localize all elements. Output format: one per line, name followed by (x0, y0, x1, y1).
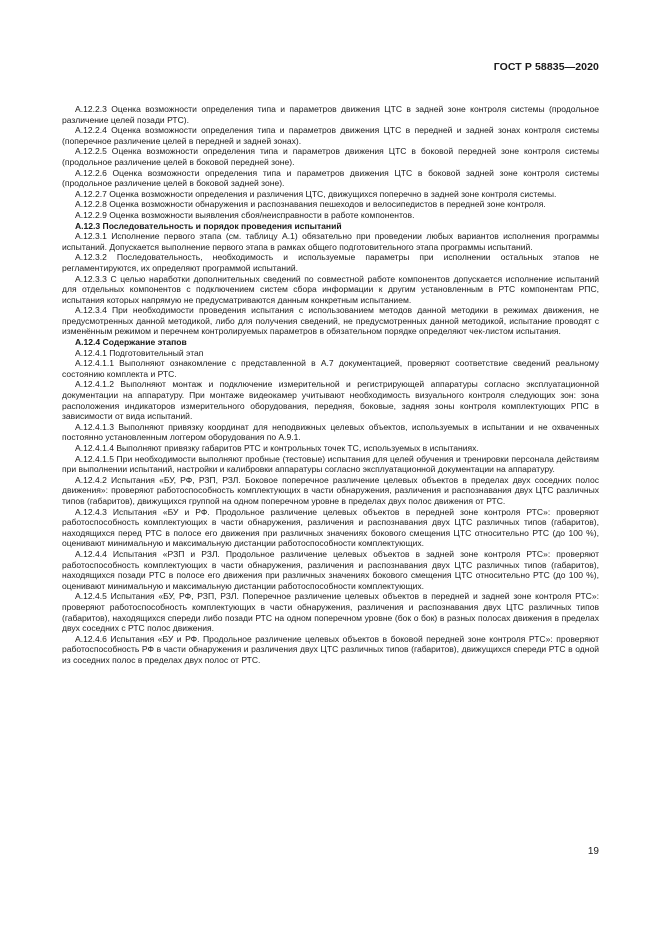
paragraph: А.12.4.1.5 При необходимости выполняют пробные (тестовые) испытания для целей обучения и тренировки персонала действиям при выполнении испытаний, настройки и калибровки аппаратуры согласно эксплуатационной документации на аппаратуру. (62, 453, 599, 475)
document-code: ГОСТ Р 58835—2020 (493, 61, 599, 73)
paragraph: А.12.4.4 Испытания «РЗП и РЗЛ. Продольное различение целевых объектов в задней зоне контроля РТС»: проверяют работоспособность комплектующих в части обнаружения, различения и распознавания двух ЦТС различных типов (габаритов), находящихся позади РТС в полосе его движения при различных значениях бокового смещения ЦТС относительно РТС (до 100 %), оценивают минимальную и максимальную дистанции работоспособности комплектующих. (62, 548, 599, 591)
section-heading: А.12.3 Последовательность и порядок проведения испытаний (75, 220, 342, 231)
paragraph: А.12.4.1.4 Выполняют привязку габаритов РТС и контрольных точек ТС, используемых в испытаниях. (75, 443, 479, 453)
paragraph: А.12.4.1.3 Выполняют привязку координат для неподвижных целевых объектов, используемых в испытании и не охваченных постоянно установленным логгером оборудования по А.9.1. (62, 421, 599, 443)
paragraph: А.12.3.4 При необходимости проведения испытания с использованием методов данной методики в режимах движения, не предусмотренных данной методикой, либо для получения сведений, не предусмотренных данной методикой, испытание проводят с изменённым режимом и перечнем контролируемых параметров в обязательном порядке определяют чек-листом испытания. (62, 305, 599, 337)
paragraph: А.12.3.1 Исполнение первого этапа (см. таблицу А.1) обязательно при проведении любых вариантов исполнения программы испытаний. Допускается выполнение первого этапа в рамках общего подготовительного этапа программы испытаний. (62, 231, 599, 252)
paragraph: А.12.2.9 Оценка возможности выявления сбоя/неисправности в работе компонентов. (75, 209, 415, 220)
section-heading: А.12.4 Содержание этапов (75, 337, 187, 348)
paragraph: А.12.2.3 Оценка возможности определения типа и параметров движения ЦТС в задней зоне контроля системы (продольное различение целей позади РТС). (62, 104, 599, 125)
page-number: 19 (587, 846, 599, 857)
paragraph: А.12.2.6 Оценка возможности определения типа и параметров движения ЦТС в боковой задней зоне контроля системы (продольное различение целей в боковой задней зоне). (62, 167, 599, 189)
paragraph: А.12.4.1.2 Выполняют монтаж и подключение измерительной и регистрирующей аппаратуры согласно эксплуатационной документации на аппаратуру. При монтаже видеокамер учитывают необходимость визуального контроля следующих зон: зона расположения индикаторов измерительного оборудования, передняя, боковые, задняя зоны контроля комплектующих РПС в зависимости от вида испытаний. (62, 379, 599, 422)
document-body (62, 104, 599, 665)
paragraph: А.12.4.1 Подготовительный этап (75, 347, 204, 358)
paragraph: А.12.2.8 Оценка возможности обнаружения и распознавания пешеходов и велосипедистов в передней зоне контроля. (75, 199, 546, 210)
paragraph: А.12.4.1.1 Выполняют ознакомление с представленной в А.7 документацией, проверяют соответствие сведений реальному состоянию комплекта и РТС. (62, 358, 599, 379)
paragraph: А.12.2.7 Оценка возможности определения и различения ЦТС, движущихся поперечно в задней зоне контроля системы. (75, 188, 557, 199)
paragraph: А.12.2.5 Оценка возможности определения типа и параметров движения ЦТС в боковой передней зоне контроля системы (продольное различение целей в боковой передней зоне). (62, 146, 599, 167)
paragraph: А.12.4.2 Испытания «БУ, РФ, РЗП, РЗЛ. Боковое поперечное различение целевых объектов в пределах двух соседних полос движения»: проверяют работоспособность комплектующих в части обнаружения, различения и распознавания двух ЦТС различных типов (габаритов), движущихся группой на одном поперечном уровне в пределах двух полос движения от РТС. (62, 474, 599, 506)
paragraph: А.12.4.6 Испытания «БУ и РФ. Продольное различение целевых объектов в боковой передней зоне контроля РТС»: проверяют работоспособность РФ в части обнаружения и различения двух ЦТС различных типов (габаритов), движущихся спереди РТС в одной из соседних полос в пределах двух полос от РТС. (62, 633, 599, 665)
paragraph: А.12.3.2 Последовательность, необходимость и используемые параметры при исполнении остальных этапов не регламентируются, их определяют программой испытаний. (62, 252, 599, 273)
paragraph: А.12.3.3 С целью наработки дополнительных сведений по совместной работе компонентов допускается исполнение испытаний для отдельных компонентов с подключением систем сбора информации к другим установленным в РТС компонентам РПС, испытания которых напрямую не предусматриваются данным конкретным испытанием. (62, 273, 599, 305)
paragraph: А.12.4.5 Испытания «БУ, РФ, РЗП, РЗЛ. Поперечное различение целевых объектов в передней и задней зоне контроля РТС»: проверяют работоспособность комплектующих в части обнаружения, различения и распознавания двух ЦТС различных типов (габаритов), находящихся спереди либо позади РТС на одном поперечном уровне (бок о бок) в разных полосах движения в пределах двух соседних с РТС полос движения. (62, 591, 599, 634)
paragraph: А.12.2.4 Оценка возможности определения типа и параметров движения ЦТС в передней и задней зонах контроля системы (поперечное различение целей в передней и задней зонах). (62, 125, 599, 146)
paragraph: А.12.4.3 Испытания «БУ и РФ. Продольное различение целевых объектов в передней зоне контроля РТС»: проверяют работоспособность комплектующих в части обнаружения, различения и распознавания двух ЦТС различных типов (габаритов), находящихся перед РТС в полосе его движения при различных значениях бокового смещения ЦТС относительно РТС (до 100 %), оценивают минимальную и максимальную дистанции работоспособности комплектующих. (62, 506, 599, 549)
